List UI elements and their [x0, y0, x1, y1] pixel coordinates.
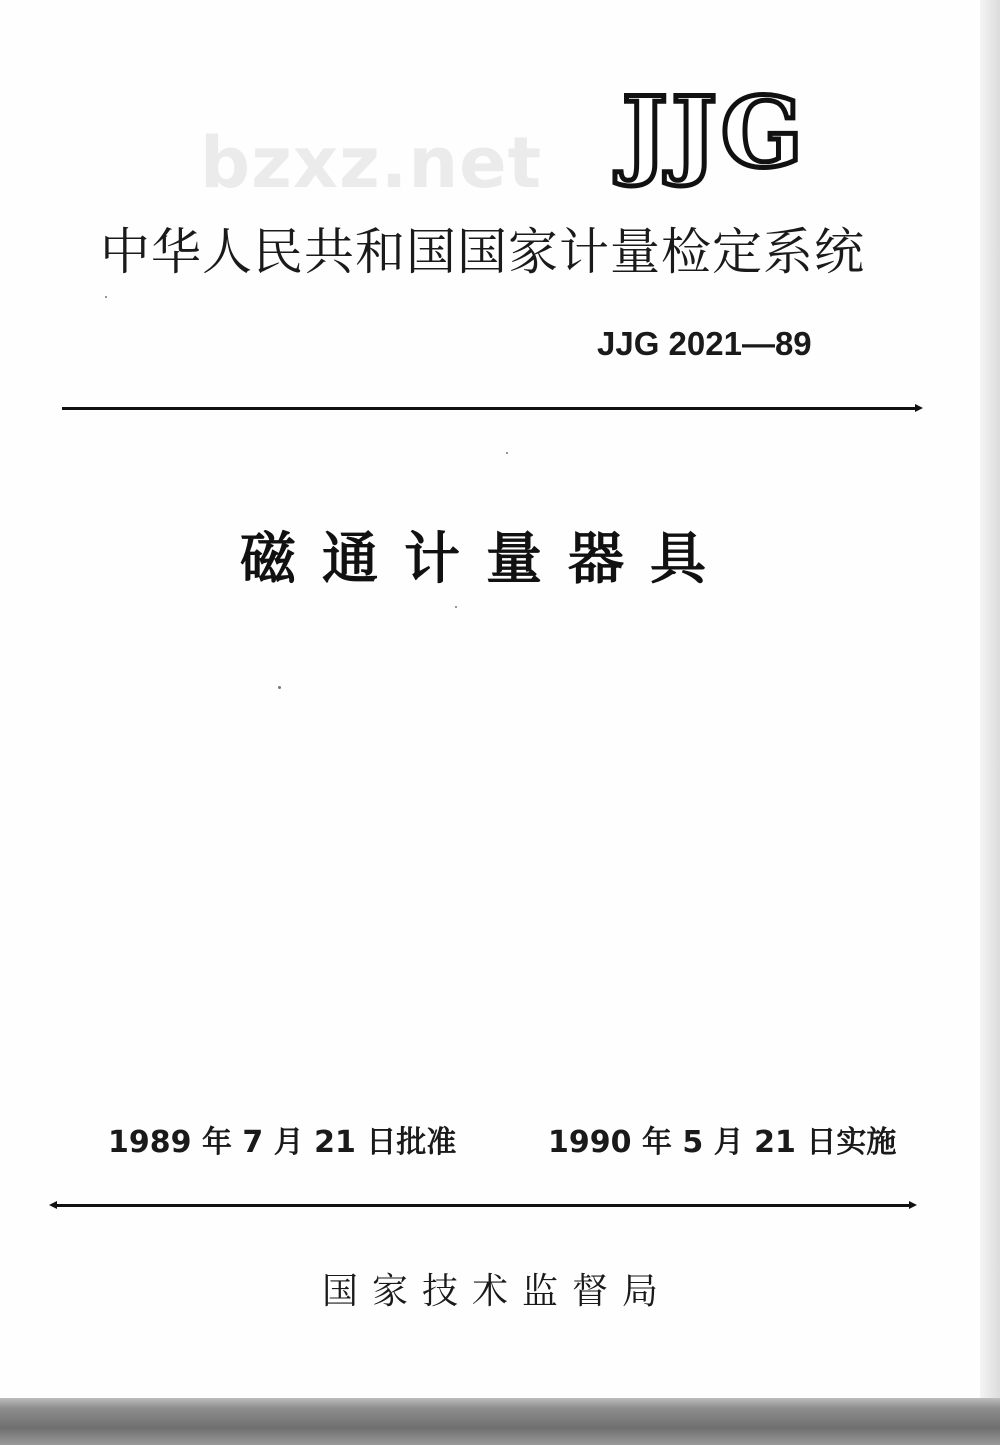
effective-date: 1990 年 5 月 21 日实施 [548, 1125, 897, 1160]
scan-speck [278, 686, 281, 689]
approval-date: 1989 年 7 月 21 日批准 [108, 1125, 457, 1160]
scan-speck [455, 606, 457, 608]
standard-code: JJG 2021—89 [597, 325, 812, 362]
scan-speck [105, 296, 107, 298]
bottom-divider-rule [55, 1204, 911, 1207]
top-divider-rule [62, 407, 917, 410]
document-title: 磁通计量器具 [240, 527, 732, 592]
issuing-authority: 国家技术监督局 [322, 1271, 673, 1312]
jjg-logo: JJG [622, 76, 807, 189]
page-right-edge-shadow [980, 0, 1000, 1400]
scan-bottom-edge [0, 1398, 1000, 1445]
watermark-text: bzxz.net [200, 122, 543, 204]
scan-speck [506, 452, 508, 454]
system-title: 中华人民共和国国家计量检定系统 [100, 223, 865, 281]
